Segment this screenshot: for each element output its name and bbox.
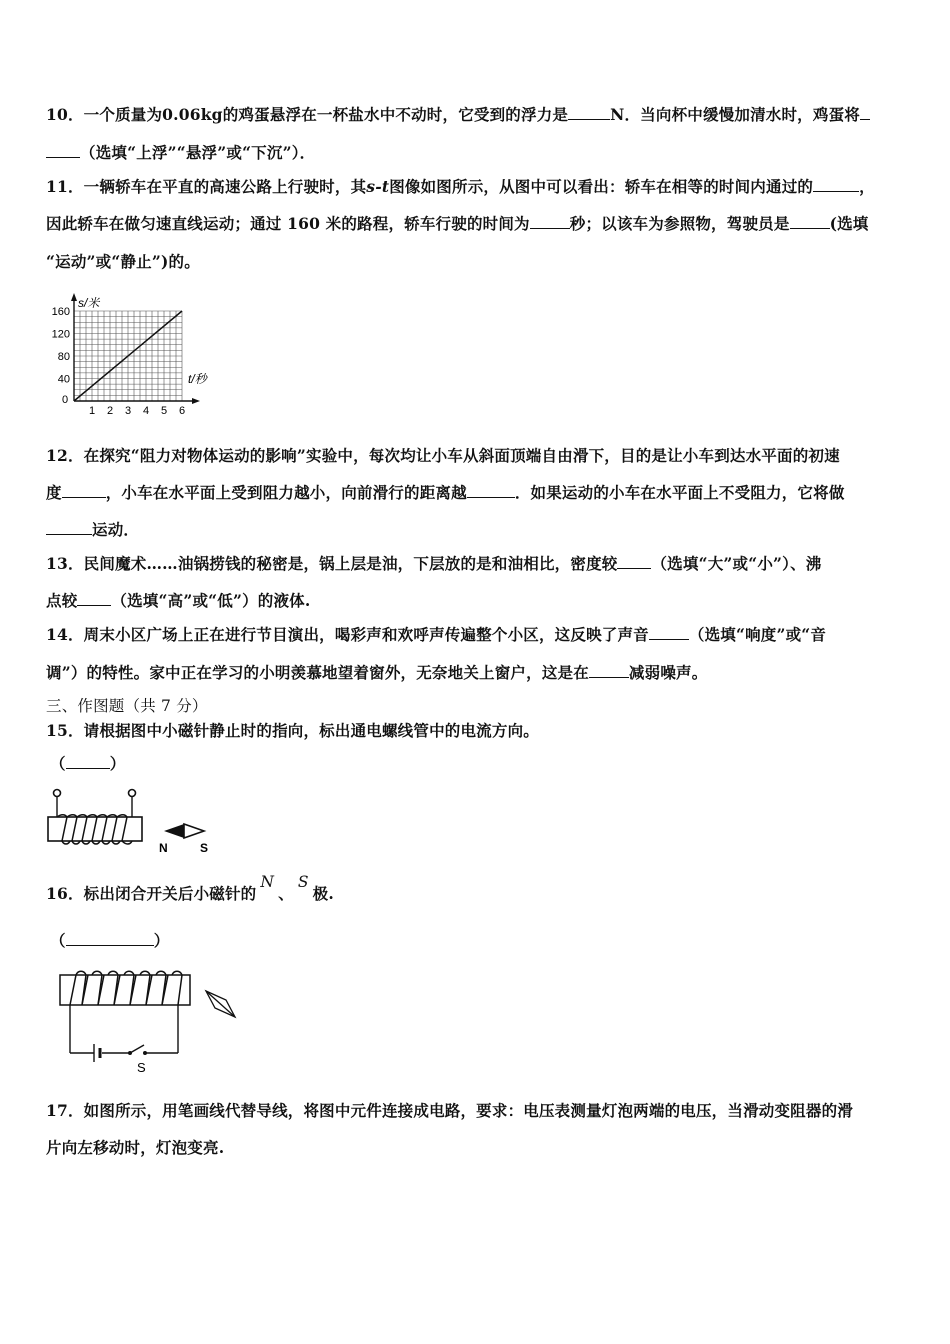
y-tick-label: 160 [51, 306, 70, 318]
q12-blank-2[interactable] [467, 483, 515, 498]
x-tick-label: 5 [161, 405, 168, 415]
compass-needle-icon [164, 824, 204, 838]
q17-line2: 片向左移动时，灯泡变亮. [46, 1138, 225, 1157]
q12-line1: 12．在探究“阻力对物体运动的影响”实验中，每次均让小车从斜面顶端自由滑下，目的是让小车到达水平面的初速 [46, 446, 840, 465]
q16-circuit-figure [50, 960, 250, 1078]
q11-blank-3[interactable] [790, 214, 830, 229]
compass-needle-icon [206, 991, 235, 1017]
x-tick-label: 3 [125, 405, 132, 415]
q16-answer-blank[interactable] [66, 931, 154, 946]
switch-icon [128, 1045, 147, 1055]
q12-line2: 度 ，小车在水平面上受到阻力越小，向前滑行的距离越 ．如果运动的小车在水平面上不受阻力，它将做 [46, 483, 845, 502]
x-tick-label: 6 [179, 405, 186, 415]
y-axis-arrow-icon [71, 293, 77, 301]
q15-question: 15．请根据图中小磁针静止时的指向，标出通电螺线管中的电流方向。 [46, 721, 539, 740]
section3-title: 三、作图题（共 7 分） [46, 697, 208, 715]
q17-line1: 17．如图所示，用笔画线代替导线，将图中元件连接成电路，要求：电压表测量灯泡两端的电压，当滑动变阻器的滑 [46, 1101, 853, 1120]
q12-blank-1[interactable] [62, 483, 106, 498]
q11-blank-2[interactable] [530, 214, 570, 229]
q14-line1: 14．周末小区广场上正在进行节目演出，喝彩声和欢呼声传遍整个小区，这反映了声音 （选填“响度”或“音 [46, 625, 827, 644]
y-axis-label: s/米 [78, 296, 100, 310]
q13-blank-1[interactable] [617, 554, 651, 569]
q11-line3: “运动”或“静止”)的。 [46, 252, 200, 271]
q11-line2: 因此轿车在做匀速直线运动；通过 160 米的路程，轿车行驶的时间为 秒；以该车为参照物，驾驶员是 (选填 [46, 214, 869, 233]
q14-blank-2[interactable] [589, 663, 629, 678]
q11-line1: 11．一辆轿车在平直的高速公路上行驶时，其s-t图像如图所示，从图中可以看出：轿车在相等的时间内通过的 ， [46, 177, 875, 196]
q10-blank-2a[interactable] [860, 105, 870, 120]
q10-line1: 10．一个质量为0.06kg的鸡蛋悬浮在一杯盐水中不动时，它受到的浮力是 N．当向杯中缓慢加清水时，鸡蛋将 [46, 103, 870, 125]
y-tick-label: 80 [57, 351, 70, 363]
q15-answer: （ ） [50, 754, 126, 773]
q12-line3: 运动． [46, 518, 139, 540]
origin-label: 0 [62, 394, 69, 406]
q10-blank-2b[interactable] [46, 143, 80, 158]
q13-line2: 点较 （选填“高”或“低”）的液体. [46, 591, 311, 610]
q12-blank-3[interactable] [46, 520, 92, 535]
q15-answer-blank[interactable] [66, 754, 110, 769]
switch-label: S [137, 1060, 146, 1075]
q14-blank-1[interactable] [649, 625, 689, 640]
terminal-left-icon [54, 790, 61, 797]
q11-blank-1[interactable] [813, 177, 859, 192]
solenoid-core [60, 975, 190, 1005]
x-axis-label: t/秒 [188, 372, 207, 386]
terminal-right-icon [129, 790, 136, 797]
q10-line2: （选填“上浮”“悬浮”或“下沉”）． [46, 141, 315, 163]
q15-solenoid-figure [40, 784, 220, 859]
x-axis-arrow-icon [192, 398, 200, 404]
q15-label-s: S [200, 841, 209, 855]
y-tick-label: 40 [57, 373, 70, 386]
q16-question: 16．标出闭合开关后小磁针的N、S极. [46, 873, 334, 903]
y-tick-label: 120 [51, 328, 70, 341]
q16-answer: （ ） [50, 931, 170, 950]
q13-line1: 13．民间魔术……油锅捞钱的秘密是，锅上层是油，下层放的是和油相比，密度较 （选填“大”或“小”）、沸 [46, 554, 822, 573]
q10-blank-1[interactable] [568, 105, 610, 120]
st-chart [30, 285, 230, 415]
x-tick-label: 1 [89, 405, 96, 415]
circuit-wires [70, 1005, 178, 1053]
q15-label-n: N [159, 841, 168, 855]
x-tick-label: 4 [143, 405, 150, 415]
x-tick-label: 2 [107, 405, 114, 415]
battery-icon [94, 1044, 100, 1062]
q13-blank-2[interactable] [77, 591, 111, 606]
q14-line2: 调”）的特性。家中正在学习的小明羡慕地望着窗外，无奈地关上窗户，这是在 减弱噪声。 [46, 663, 708, 682]
